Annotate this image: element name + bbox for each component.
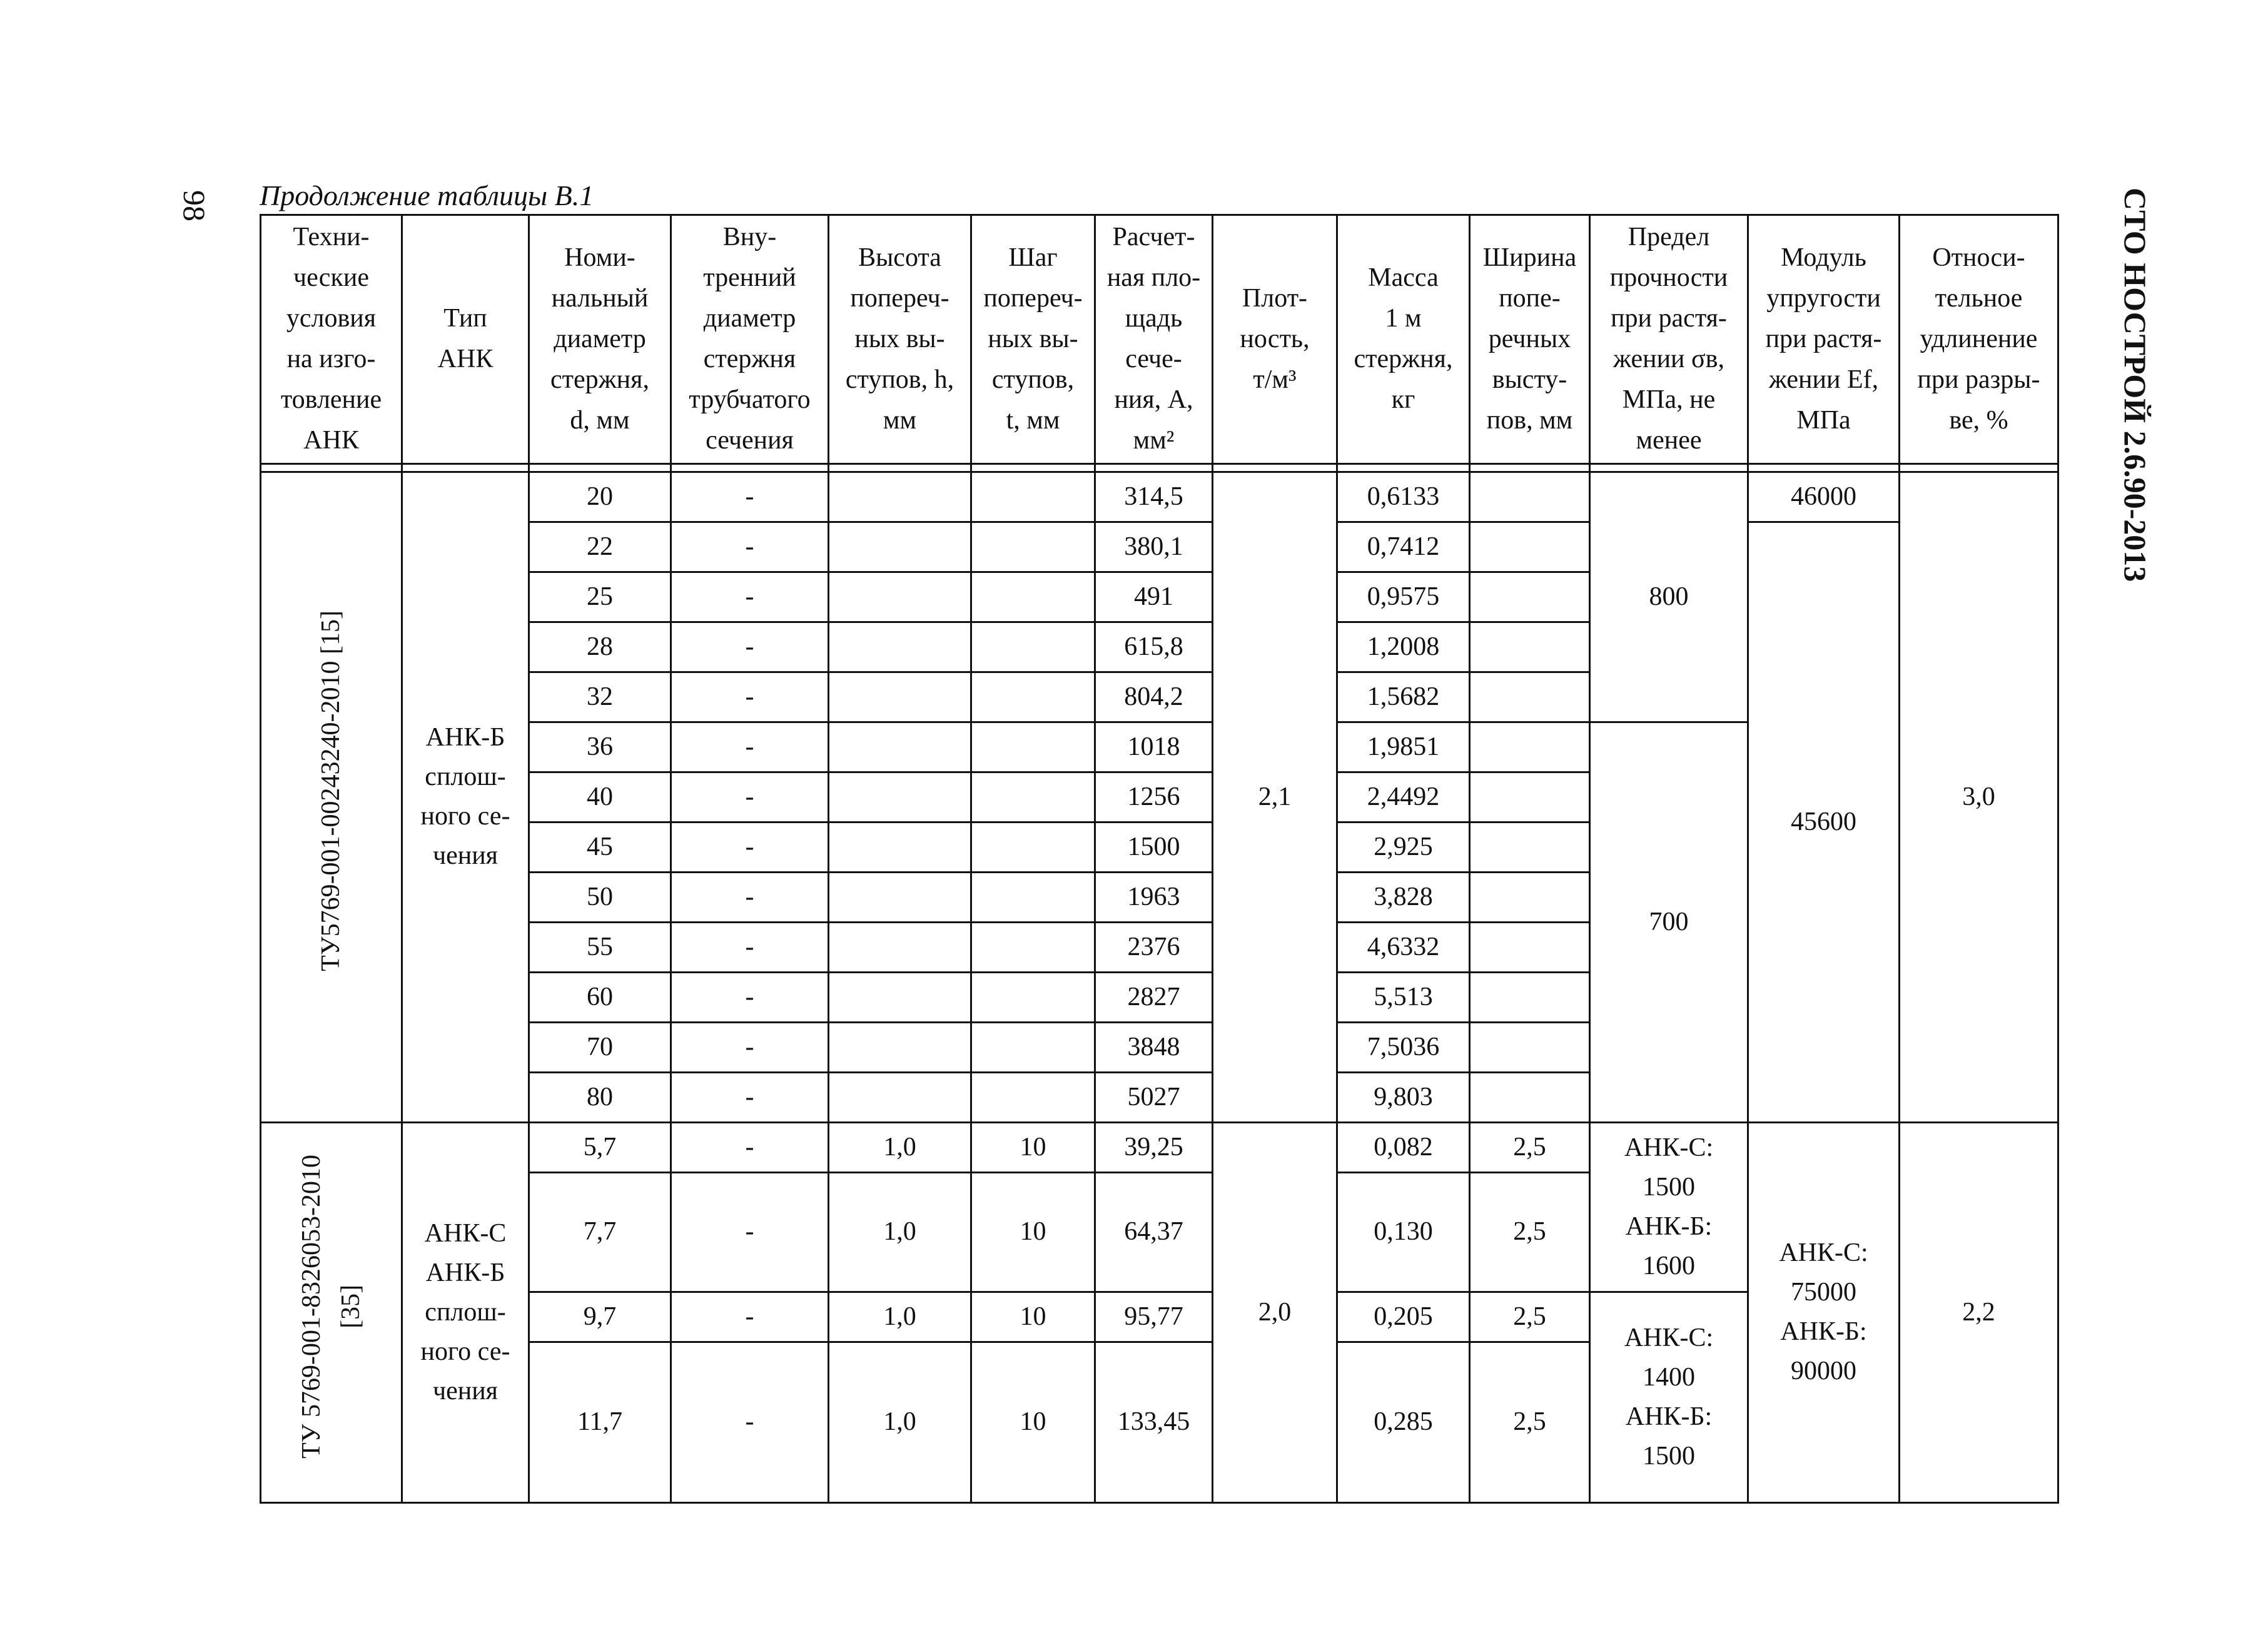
inner-diameter-cell: - bbox=[671, 572, 829, 622]
height-cell: 1,0 bbox=[829, 1172, 971, 1292]
mass-cell: 0,9575 bbox=[1337, 572, 1470, 622]
step-cell bbox=[971, 1072, 1095, 1122]
separator-cell bbox=[402, 463, 529, 472]
step-cell bbox=[971, 1022, 1095, 1072]
diameter-cell: 60 bbox=[529, 972, 671, 1022]
height-cell bbox=[829, 472, 971, 522]
separator-cell bbox=[1900, 463, 2058, 472]
header-type: Тип АНК bbox=[402, 215, 529, 464]
width-cell bbox=[1470, 672, 1590, 722]
inner-diameter-cell: - bbox=[671, 1292, 829, 1342]
mass-cell: 1,2008 bbox=[1337, 622, 1470, 672]
separator-cell bbox=[971, 463, 1095, 472]
mass-cell: 0,082 bbox=[1337, 1122, 1470, 1172]
mass-cell: 7,5036 bbox=[1337, 1022, 1470, 1072]
width-cell bbox=[1470, 772, 1590, 822]
area-cell: 133,45 bbox=[1095, 1342, 1213, 1502]
area-cell: 39,25 bbox=[1095, 1122, 1213, 1172]
height-cell bbox=[829, 672, 971, 722]
diameter-cell: 55 bbox=[529, 922, 671, 972]
width-cell bbox=[1470, 1022, 1590, 1072]
width-cell bbox=[1470, 822, 1590, 872]
step-cell bbox=[971, 522, 1095, 572]
height-cell: 1,0 bbox=[829, 1292, 971, 1342]
diameter-cell: 22 bbox=[529, 522, 671, 572]
mass-cell: 1,5682 bbox=[1337, 672, 1470, 722]
modulus-1b: 45600 bbox=[1748, 522, 1900, 1122]
separator-cell bbox=[261, 463, 402, 472]
area-cell: 2827 bbox=[1095, 972, 1213, 1022]
header-width: Ширина попе- речных высту- пов, мм bbox=[1470, 215, 1590, 464]
inner-diameter-cell: - bbox=[671, 772, 829, 822]
mass-cell: 0,205 bbox=[1337, 1292, 1470, 1342]
inner-diameter-cell: - bbox=[671, 1022, 829, 1072]
separator-cell bbox=[671, 463, 829, 472]
diameter-cell: 70 bbox=[529, 1022, 671, 1072]
separator-cell bbox=[1590, 463, 1748, 472]
width-cell: 2,5 bbox=[1470, 1342, 1590, 1502]
area-cell: 2376 bbox=[1095, 922, 1213, 972]
area-cell: 314,5 bbox=[1095, 472, 1213, 522]
mass-cell: 2,4492 bbox=[1337, 772, 1470, 822]
step-cell: 10 bbox=[971, 1342, 1095, 1502]
inner-diameter-cell: - bbox=[671, 672, 829, 722]
table-row bbox=[261, 1122, 2058, 1172]
area-cell: 1500 bbox=[1095, 822, 1213, 872]
height-cell bbox=[829, 822, 971, 872]
step-cell: 10 bbox=[971, 1172, 1095, 1292]
height-cell bbox=[829, 772, 971, 822]
modulus-1a: 46000 bbox=[1748, 472, 1900, 522]
strength-2a: АНК-С: 1500 АНК-Б: 1600 bbox=[1590, 1122, 1748, 1292]
header-step: Шаг попереч- ных вы- ступов, t, мм bbox=[971, 215, 1095, 464]
diameter-cell: 11,7 bbox=[529, 1342, 671, 1502]
inner-diameter-cell: - bbox=[671, 472, 829, 522]
diameter-cell: 32 bbox=[529, 672, 671, 722]
width-cell: 2,5 bbox=[1470, 1292, 1590, 1342]
height-cell bbox=[829, 622, 971, 672]
mass-cell: 0,7412 bbox=[1337, 522, 1470, 572]
inner-diameter-cell: - bbox=[671, 922, 829, 972]
separator-cell bbox=[1470, 463, 1590, 472]
step-cell bbox=[971, 972, 1095, 1022]
step-cell bbox=[971, 772, 1095, 822]
width-cell bbox=[1470, 1072, 1590, 1122]
height-cell bbox=[829, 872, 971, 922]
width-cell bbox=[1470, 872, 1590, 922]
tech-conditions-2-text: ТУ 5769-001-8326053-2010 [35] bbox=[296, 1154, 365, 1459]
step-cell: 10 bbox=[971, 1292, 1095, 1342]
header-height: Высота попереч- ных вы- ступов, h, мм bbox=[829, 215, 971, 464]
elongation-2: 2,2 bbox=[1900, 1122, 2058, 1502]
mass-cell: 4,6332 bbox=[1337, 922, 1470, 972]
step-cell bbox=[971, 822, 1095, 872]
area-cell: 64,37 bbox=[1095, 1172, 1213, 1292]
diameter-cell: 40 bbox=[529, 772, 671, 822]
diameter-cell: 20 bbox=[529, 472, 671, 522]
table-row bbox=[261, 472, 2058, 522]
header-modulus: Модуль упругости при растя- жении Ef, МПа bbox=[1748, 215, 1900, 464]
mass-cell: 1,9851 bbox=[1337, 722, 1470, 772]
mass-cell: 5,513 bbox=[1337, 972, 1470, 1022]
step-cell bbox=[971, 622, 1095, 672]
header-tech: Техни- ческие условия на изго- товление АНК bbox=[261, 215, 402, 464]
header-strength: Предел прочности при растя- жении σв, МПа, не менее bbox=[1590, 215, 1748, 464]
step-cell bbox=[971, 722, 1095, 772]
header-density: Плот- ность, т/м³ bbox=[1213, 215, 1337, 464]
type-1: АНК-Б сплош- ного се- чения bbox=[402, 472, 529, 1122]
height-cell bbox=[829, 1072, 971, 1122]
separator-cell bbox=[829, 463, 971, 472]
header-diameter: Номи- нальный диаметр стержня, d, мм bbox=[529, 215, 671, 464]
step-cell bbox=[971, 672, 1095, 722]
separator-cell bbox=[529, 463, 671, 472]
diameter-cell: 7,7 bbox=[529, 1172, 671, 1292]
width-cell bbox=[1470, 622, 1590, 672]
height-cell: 1,0 bbox=[829, 1342, 971, 1502]
area-cell: 804,2 bbox=[1095, 672, 1213, 722]
mass-cell: 0,285 bbox=[1337, 1342, 1470, 1502]
inner-diameter-cell: - bbox=[671, 722, 829, 772]
width-cell bbox=[1470, 522, 1590, 572]
page-number: 98 bbox=[177, 190, 212, 221]
inner-diameter-cell: - bbox=[671, 972, 829, 1022]
tech-conditions-1 bbox=[261, 472, 402, 1122]
area-cell: 3848 bbox=[1095, 1022, 1213, 1072]
table-row bbox=[261, 522, 2058, 572]
height-cell bbox=[829, 1022, 971, 1072]
width-cell bbox=[1470, 572, 1590, 622]
header-mass: Масса 1 м стержня, кг bbox=[1337, 215, 1470, 464]
step-cell bbox=[971, 472, 1095, 522]
area-cell: 380,1 bbox=[1095, 522, 1213, 572]
diameter-cell: 25 bbox=[529, 572, 671, 622]
area-cell: 1256 bbox=[1095, 772, 1213, 822]
diameter-cell: 28 bbox=[529, 622, 671, 672]
diameter-cell: 80 bbox=[529, 1072, 671, 1122]
density-1: 2,1 bbox=[1213, 472, 1337, 1122]
height-cell bbox=[829, 522, 971, 572]
separator-cell bbox=[1213, 463, 1337, 472]
inner-diameter-cell: - bbox=[671, 822, 829, 872]
step-cell bbox=[971, 922, 1095, 972]
area-cell: 1018 bbox=[1095, 722, 1213, 772]
width-cell bbox=[1470, 472, 1590, 522]
height-cell bbox=[829, 972, 971, 1022]
header-separator bbox=[261, 463, 2058, 472]
header-area: Расчет- ная пло- щадь сече- ния, A, мм² bbox=[1095, 215, 1213, 464]
strength-1a: 800 bbox=[1590, 472, 1748, 722]
diameter-cell: 45 bbox=[529, 822, 671, 872]
step-cell bbox=[971, 872, 1095, 922]
area-cell: 615,8 bbox=[1095, 622, 1213, 672]
width-cell bbox=[1470, 722, 1590, 772]
strength-2b: АНК-С: 1400 АНК-Б: 1500 bbox=[1590, 1292, 1748, 1502]
inner-diameter-cell: - bbox=[671, 622, 829, 672]
inner-diameter-cell: - bbox=[671, 1172, 829, 1292]
table-body bbox=[261, 463, 2058, 1502]
header-row bbox=[261, 215, 2058, 464]
width-cell bbox=[1470, 922, 1590, 972]
mass-cell: 3,828 bbox=[1337, 872, 1470, 922]
step-cell bbox=[971, 572, 1095, 622]
density-2: 2,0 bbox=[1213, 1122, 1337, 1502]
separator-cell bbox=[1337, 463, 1470, 472]
inner-diameter-cell: - bbox=[671, 872, 829, 922]
diameter-cell: 5,7 bbox=[529, 1122, 671, 1172]
area-cell: 491 bbox=[1095, 572, 1213, 622]
height-cell: 1,0 bbox=[829, 1122, 971, 1172]
mass-cell: 2,925 bbox=[1337, 822, 1470, 872]
inner-diameter-cell: - bbox=[671, 1342, 829, 1502]
width-cell bbox=[1470, 972, 1590, 1022]
height-cell bbox=[829, 722, 971, 772]
tech-conditions-1-text: ТУ5769-001-00243240-2010 [15] bbox=[316, 610, 345, 971]
mass-cell: 0,130 bbox=[1337, 1172, 1470, 1292]
step-cell: 10 bbox=[971, 1122, 1095, 1172]
height-cell bbox=[829, 922, 971, 972]
separator-cell bbox=[1095, 463, 1213, 472]
header-inner: Вну- тренний диаметр стержня трубчатого сечения bbox=[671, 215, 829, 464]
mass-cell: 0,6133 bbox=[1337, 472, 1470, 522]
data-table bbox=[260, 214, 2059, 1504]
document-code: СТО НОСТРОЙ 2.6.90-2013 bbox=[2118, 188, 2153, 582]
width-cell: 2,5 bbox=[1470, 1172, 1590, 1292]
strength-1b: 700 bbox=[1590, 722, 1748, 1122]
inner-diameter-cell: - bbox=[671, 1122, 829, 1172]
area-cell: 1963 bbox=[1095, 872, 1213, 922]
table-caption: Продолжение таблицы В.1 bbox=[260, 180, 594, 211]
inner-diameter-cell: - bbox=[671, 1072, 829, 1122]
diameter-cell: 50 bbox=[529, 872, 671, 922]
area-cell: 5027 bbox=[1095, 1072, 1213, 1122]
header-elongation: Относи- тельное удлинение при разры- ве, % bbox=[1900, 215, 2058, 464]
type-2: АНК-С АНК-Б сплош- ного се- чения bbox=[402, 1122, 529, 1502]
height-cell bbox=[829, 572, 971, 622]
inner-diameter-cell: - bbox=[671, 522, 829, 572]
diameter-cell: 36 bbox=[529, 722, 671, 772]
width-cell: 2,5 bbox=[1470, 1122, 1590, 1172]
diameter-cell: 9,7 bbox=[529, 1292, 671, 1342]
modulus-2: АНК-С: 75000 АНК-Б: 90000 bbox=[1748, 1122, 1900, 1502]
mass-cell: 9,803 bbox=[1337, 1072, 1470, 1122]
separator-cell bbox=[1748, 463, 1900, 472]
area-cell: 95,77 bbox=[1095, 1292, 1213, 1342]
tech-conditions-2 bbox=[261, 1122, 402, 1502]
elongation-1: 3,0 bbox=[1900, 472, 2058, 1122]
